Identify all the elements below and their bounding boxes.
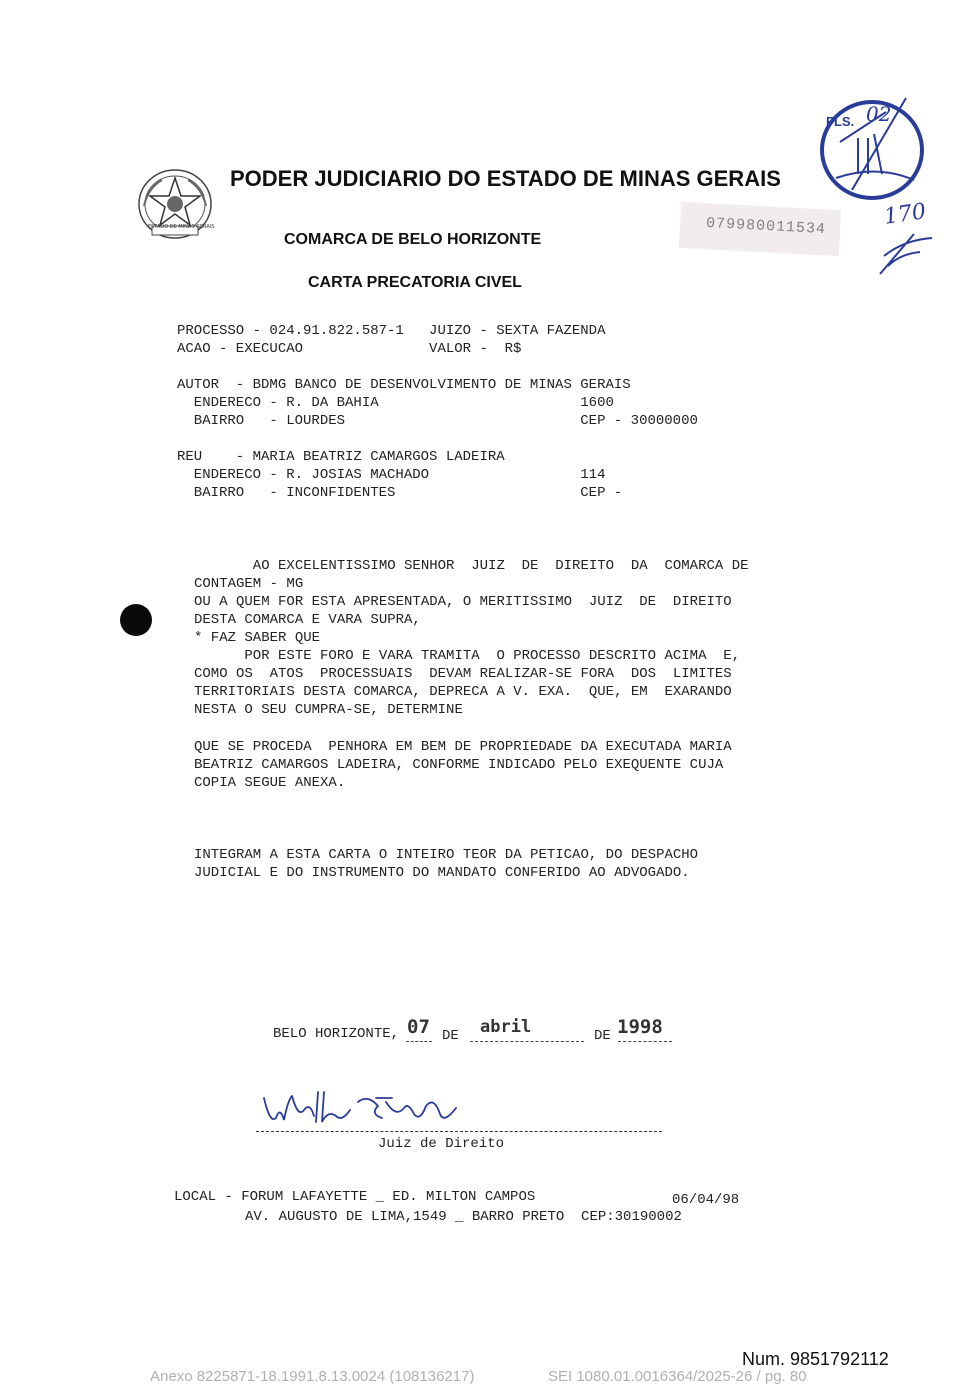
sei-reference: SEI 1080.01.0016364/2025-26 / pg. 80 (548, 1368, 807, 1385)
date-year-underline (618, 1041, 672, 1042)
date-de-1: DE (442, 1028, 459, 1044)
body-paragraph-3 (194, 846, 698, 882)
date-day: 07 (407, 1016, 430, 1038)
body-line: COMO OS ATOS PROCESSUAIS DEVAM REALIZAR-SE FORA DOS LIMITES (194, 666, 732, 682)
body-line: AO EXCELENTISSIMO SENHOR JUIZ DE DIREITO DA COMARCA DE (194, 558, 749, 574)
punch-hole-mark (120, 604, 152, 636)
body-line: BEATRIZ CAMARGOS LADEIRA, CONFORME INDICADO PELO EXEQUENTE CUJA (194, 757, 724, 773)
comarca-title: COMARCA DE BELO HORIZONTE (284, 231, 542, 248)
local-line-2: AV. AUGUSTO DE LIMA,1549 _ BARRO PRETO CEP:30190002 (245, 1209, 682, 1225)
case-line-2: ACAO - EXECUCAO VALOR - R$ (177, 341, 522, 357)
margin-initials (874, 226, 938, 278)
body-line: QUE SE PROCEDA PENHORA EM BEM DE PROPRIEDADE DA EXECUTADA MARIA (194, 739, 732, 755)
date-month-underline (470, 1041, 584, 1042)
autor-line-3: BAIRRO - LOURDES CEP - 30000000 (177, 413, 698, 429)
autor-line-2: ENDERECO - R. DA BAHIA 1600 (177, 395, 614, 411)
date-day-underline (406, 1041, 432, 1042)
local-line-1: LOCAL - FORUM LAFAYETTE _ ED. MILTON CAMPOS (174, 1189, 536, 1205)
signature-role: Juiz de Direito (378, 1136, 505, 1152)
margin-note: 170 (882, 199, 928, 230)
reu-line-3: BAIRRO - INCONFIDENTES CEP - (177, 485, 623, 501)
document-type-title: CARTA PRECATORIA CIVEL (308, 274, 522, 291)
body-line: OU A QUEM FOR ESTA APRESENTADA, O MERITISSIMO JUIZ DE DIREITO (194, 594, 732, 610)
seal-label: ESTADO DE MINAS GERAIS (148, 224, 215, 230)
annex-reference: Anexo 8225871-18.1991.8.13.0024 (108136217) (150, 1368, 475, 1385)
date-month: abril (480, 1017, 532, 1037)
fls-label: FLS. (826, 114, 855, 129)
body-line: CONTAGEM - MG (194, 576, 304, 592)
body-line: JUDICIAL E DO INSTRUMENTO DO MANDATO CONFERIDO AO ADVOGADO. (194, 865, 690, 881)
date-year: 1998 (617, 1016, 663, 1038)
date-prefix: BELO HORIZONTE, (273, 1026, 400, 1042)
judge-signature (258, 1088, 468, 1134)
protocol-stamp-number: 079980011534 (705, 214, 827, 239)
body-line: TERRITORIAIS DESTA COMARCA, DEPRECA A V. EXA. QUE, EM EXARANDO (194, 684, 732, 700)
signature-line (256, 1131, 662, 1132)
body-line: DESTA COMARCA E VARA SUPRA, (194, 612, 421, 628)
body-line: COPIA SEGUE ANEXA. (194, 775, 346, 791)
body-line: * FAZ SABER QUE (194, 630, 321, 646)
reu-line-1: REU - MARIA BEATRIZ CAMARGOS LADEIRA (177, 449, 505, 465)
date-de-2: DE (594, 1028, 611, 1044)
fls-number: 02 (866, 102, 892, 126)
coat-of-arms-seal (134, 166, 216, 244)
body-line: INTEGRAM A ESTA CARTA O INTEIRO TEOR DA PETICAO, DO DESPACHO (194, 847, 699, 863)
local-date: 06/04/98 (672, 1192, 740, 1208)
court-title: PODER JUDICIARIO DO ESTADO DE MINAS GERAIS (230, 166, 781, 191)
body-line: POR ESTE FORO E VARA TRAMITA O PROCESSO DESCRITO ACIMA E, (194, 648, 741, 664)
reu-line-2: ENDERECO - R. JOSIAS MACHADO 114 (177, 467, 606, 483)
body-line: NESTA O SEU CUMPRA-SE, DETERMINE (194, 702, 463, 718)
body-paragraph-1 (194, 557, 749, 719)
case-line-1: PROCESSO - 024.91.822.587-1 JUIZO - SEXTA FAZENDA (177, 323, 606, 339)
body-paragraph-2 (194, 738, 732, 792)
fls-page-stamp (816, 94, 928, 204)
document-number: Num. 9851792112 (742, 1349, 889, 1369)
autor-line-1: AUTOR - BDMG BANCO DE DESENVOLVIMENTO DE MINAS GERAIS (177, 377, 631, 393)
